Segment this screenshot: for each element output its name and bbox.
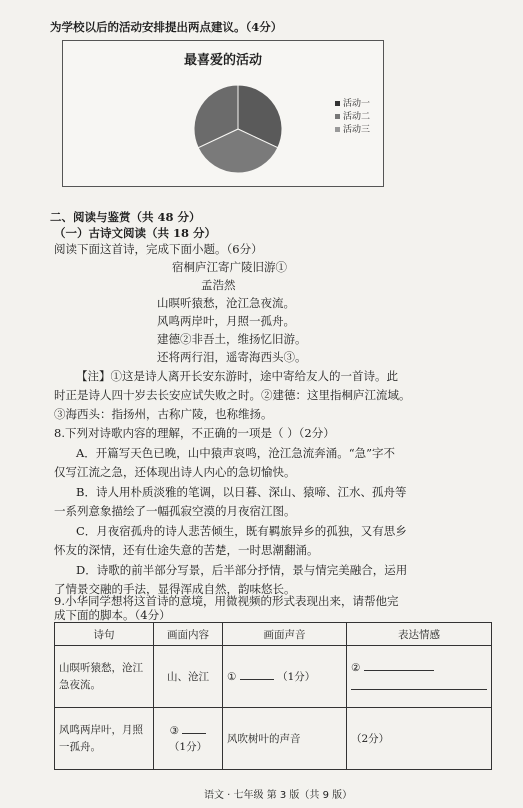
script-table — [54, 622, 492, 770]
option-a-cont: 仅写江流之急，还体现出诗人内心的急切愉快。 — [54, 465, 296, 479]
chart-legend — [335, 98, 370, 137]
question-9: 9.小华同学想将这首诗的意境，用微视频的形式表现出来，请帮他完 成下面的脚本。（4分） — [54, 594, 399, 622]
emotion-answer-cell[interactable]: ② — [347, 646, 492, 708]
poem-line: 建德②非吾土，维扬忆旧游。 — [157, 332, 307, 346]
pie-chart-frame — [62, 40, 384, 187]
question-8: 8.下列对诗歌内容的理解，不正确的一项是（ ）（2分） — [54, 426, 335, 440]
option-a: A．开篇写天色已晚，山中猿声哀鸣，沧江急流奔涌。“急”字不 — [76, 446, 396, 460]
option-b: B．诗人用朴质淡雅的笔调，以日暮、深山、猿啼、江水、孤舟等 — [76, 485, 407, 499]
section-heading: 二、阅读与鉴赏（共 48 分） — [50, 210, 201, 224]
poem-line: 山暝听猿愁，沧江急夜流。 — [157, 296, 295, 310]
option-c: C．月夜宿孤舟的诗人悲苦倾生，既有羁旅异乡的孤独，又有思乡 — [76, 524, 407, 538]
header-sound: 画面声音 — [223, 623, 347, 646]
poem-author: 孟浩然 — [201, 278, 236, 292]
verse-cell: 山暝听猿愁，沧江急夜流。 — [55, 646, 154, 708]
option-c-cont: 怀友的深情，还有仕途失意的苦楚，一时思潮翻涌。 — [54, 543, 319, 557]
note-line: 【注】①这是诗人离开长安东游时，途中寄给友人的一首诗。此 — [76, 369, 398, 383]
poem-line: 风鸣两岸叶，月照一孤舟。 — [157, 314, 295, 328]
note-line: 时正是诗人四十岁去长安应试失败之时。②建德：这里指桐庐江流域。 — [54, 388, 411, 402]
option-d-cont: 了情景交融的手法，显得浑成自然，韵味悠长。 — [54, 582, 296, 596]
table-row — [55, 708, 492, 770]
poem-title: 宿桐庐江寄广陵旧游① — [172, 260, 287, 274]
legend-item: 活动三 — [335, 124, 370, 137]
chart-title: 最喜爱的活动 — [183, 53, 262, 68]
legend-item: 活动二 — [335, 111, 370, 124]
note-line: ③海西头：指扬州，古称广陵，也称维扬。 — [54, 407, 273, 421]
header-scene: 画面内容 — [154, 623, 223, 646]
poem-line: 还将两行泪，遥寄海西头③。 — [157, 350, 307, 364]
option-b-cont: 一系列意象描绘了一幅孤寂空漠的月夜宿江图。 — [54, 504, 296, 518]
legend-item: 活动一 — [335, 98, 370, 111]
emotion-score-cell[interactable]: （2分） — [347, 708, 492, 770]
scene-answer-cell[interactable]: ③ （1分） — [154, 708, 223, 770]
sound-cell: 风吹树叶的声音 — [223, 708, 347, 770]
suggestion-question: 为学校以后的活动安排提出两点建议。（4分） — [50, 20, 283, 34]
page-footer: 语文 · 七年级 第 3 版（共 9 版） — [204, 790, 353, 801]
table-row — [55, 646, 492, 708]
verse-cell: 风鸣两岸叶，月照一孤舟。 — [55, 708, 154, 770]
scene-cell: 山、沧江 — [154, 646, 223, 708]
poem-instruction: 阅读下面这首诗，完成下面小题。（6分） — [54, 242, 263, 256]
header-emotion: 表达情感 — [347, 623, 492, 646]
sound-answer-cell[interactable]: ① （1分） — [223, 646, 347, 708]
table-header-row — [55, 623, 492, 646]
option-d: D．诗歌的前半部分写景，后半部分抒情，景与情完美融合，运用 — [76, 563, 408, 577]
header-verse: 诗句 — [55, 623, 154, 646]
subsection-heading: （一）古诗文阅读（共 18 分） — [54, 226, 217, 240]
